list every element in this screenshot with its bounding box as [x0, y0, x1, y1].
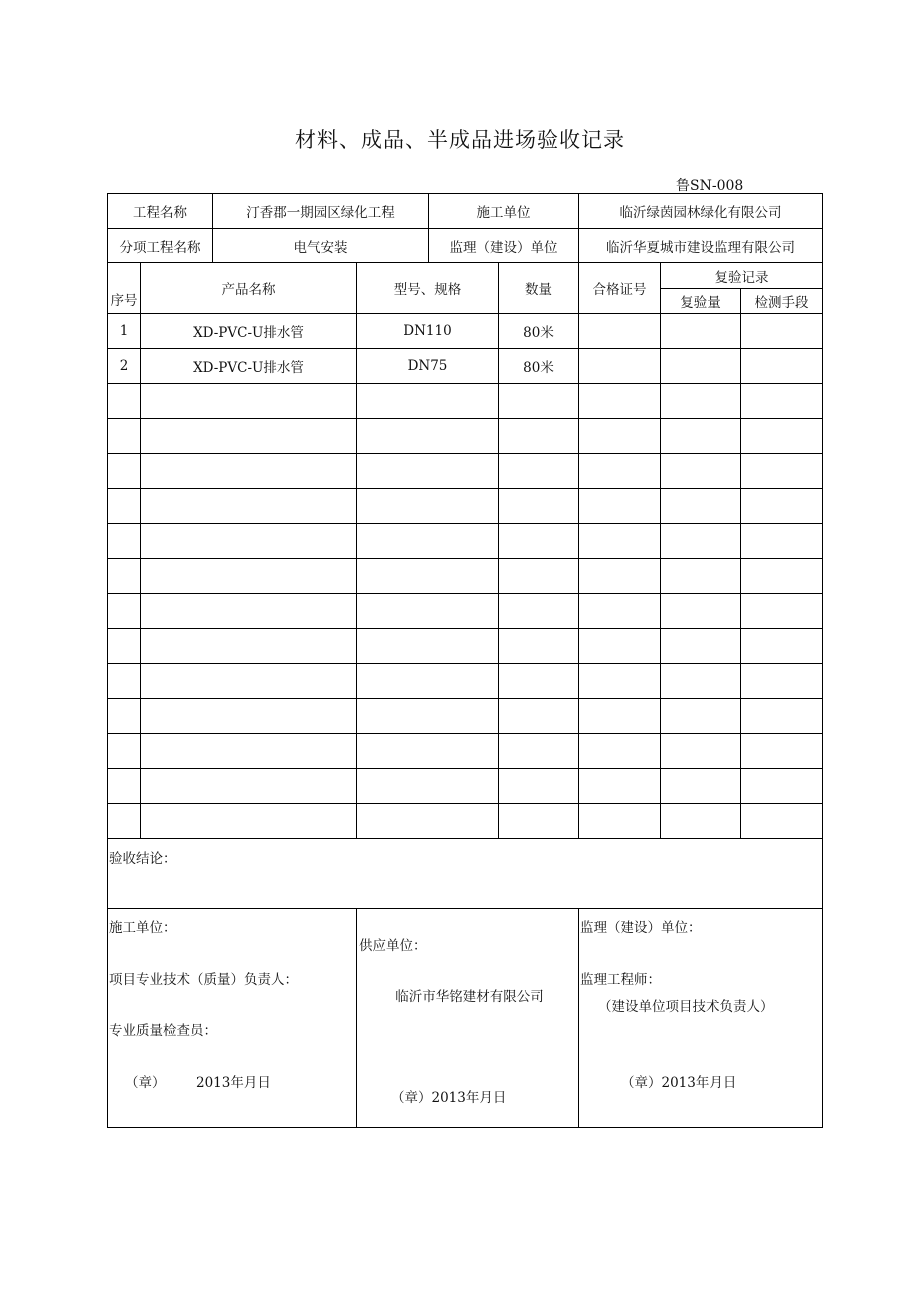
row-product[interactable]	[141, 769, 357, 804]
row-method[interactable]	[741, 804, 823, 839]
row-cert[interactable]	[579, 734, 661, 769]
row-model[interactable]	[357, 664, 499, 699]
inspector-label: 专业质量检查员：	[109, 1023, 217, 1039]
row-cert[interactable]	[579, 594, 661, 629]
row-method[interactable]	[741, 419, 823, 454]
row-qty[interactable]	[499, 804, 579, 839]
row-seq[interactable]	[108, 769, 141, 804]
row-recheck-qty[interactable]	[661, 769, 741, 804]
supervisor-label: 监理（建设）单位	[429, 229, 579, 263]
row-product[interactable]: XD-PVC-U排水管	[141, 349, 357, 384]
sub-project-label: 分项工程名称	[108, 229, 213, 263]
row-seq[interactable]	[108, 384, 141, 419]
row-model[interactable]	[357, 629, 499, 664]
row-qty[interactable]: 80米	[499, 349, 579, 384]
row-qty[interactable]	[499, 664, 579, 699]
table-row	[108, 699, 823, 734]
row-product[interactable]: XD-PVC-U排水管	[141, 314, 357, 349]
row-model[interactable]	[357, 804, 499, 839]
tech-lead-label: 项目专业技术（质量）负责人：	[109, 972, 298, 988]
row-recheck-qty[interactable]	[661, 524, 741, 559]
row-seq[interactable]: 2	[108, 349, 141, 384]
supplier-value: 临沂市华铭建材有限公司	[395, 989, 544, 1005]
row-method[interactable]	[741, 559, 823, 594]
row-model[interactable]	[357, 559, 499, 594]
sub-project-value[interactable]: 电气安装	[213, 229, 429, 263]
col-qty: 数量	[499, 263, 579, 314]
row-qty[interactable]	[499, 419, 579, 454]
row-seq[interactable]	[108, 629, 141, 664]
sign-contractor-label: 施工单位：	[109, 920, 177, 936]
col-recheck-qty: 复验量	[661, 289, 741, 314]
supplier-label: 供应单位：	[359, 938, 427, 954]
table-row	[108, 769, 823, 804]
contractor-seal: （章）	[125, 1075, 166, 1091]
row-method[interactable]	[741, 699, 823, 734]
engineer-note: （建设单位项目技术负责人）	[598, 999, 774, 1015]
row-model[interactable]	[357, 699, 499, 734]
document-code: 鲁SN-008	[676, 178, 744, 194]
row-model[interactable]	[357, 769, 499, 804]
col-recheck: 复验记录	[661, 263, 823, 289]
row-recheck-qty[interactable]	[661, 489, 741, 524]
page-title: 材料、成品、半成品进场验收记录	[295, 128, 625, 152]
row-model[interactable]	[357, 594, 499, 629]
row-method[interactable]	[741, 524, 823, 559]
row-model[interactable]: DN75	[357, 349, 499, 384]
row-seq[interactable]	[108, 419, 141, 454]
table-row	[108, 419, 823, 454]
row-model[interactable]	[357, 384, 499, 419]
table-row	[108, 384, 823, 419]
contractor-date: 2013年月日	[196, 1075, 271, 1091]
row-method[interactable]	[741, 349, 823, 384]
contractor-value[interactable]: 临沂绿茵园林绿化有限公司	[579, 194, 823, 229]
row-recheck-qty[interactable]	[661, 419, 741, 454]
table-row	[108, 804, 823, 839]
row-product[interactable]	[141, 804, 357, 839]
row-recheck-qty[interactable]	[661, 559, 741, 594]
row-product[interactable]	[141, 524, 357, 559]
acceptance-form	[107, 193, 823, 1128]
row-model[interactable]	[357, 524, 499, 559]
project-name-value[interactable]: 汀香郡一期园区绿化工程	[213, 194, 429, 229]
table-row	[108, 664, 823, 699]
row-seq[interactable]	[108, 454, 141, 489]
row-method[interactable]	[741, 664, 823, 699]
row-cert[interactable]	[579, 769, 661, 804]
row-seq[interactable]	[108, 559, 141, 594]
row-cert[interactable]	[579, 454, 661, 489]
row-cert[interactable]	[579, 314, 661, 349]
row-recheck-qty[interactable]	[661, 664, 741, 699]
conclusion-label[interactable]: 验收结论：	[108, 839, 823, 909]
sign-supplier-cell	[357, 909, 579, 1128]
row-cert[interactable]	[579, 384, 661, 419]
row-cert[interactable]	[579, 804, 661, 839]
col-cert: 合格证号	[579, 263, 661, 314]
row-seq[interactable]	[108, 489, 141, 524]
row-product[interactable]	[141, 594, 357, 629]
table-row	[108, 349, 823, 384]
row-method[interactable]	[741, 314, 823, 349]
row-qty[interactable]	[499, 699, 579, 734]
row-model[interactable]	[357, 454, 499, 489]
contractor-label: 施工单位	[429, 194, 579, 229]
row-qty[interactable]	[499, 489, 579, 524]
row-product[interactable]	[141, 699, 357, 734]
row-recheck-qty[interactable]	[661, 804, 741, 839]
row-recheck-qty[interactable]	[661, 314, 741, 349]
supervisor-value[interactable]: 临沂华夏城市建设监理有限公司	[579, 229, 823, 263]
supplier-seal-date: （章）2013年月日	[391, 1090, 507, 1106]
row-product[interactable]	[141, 734, 357, 769]
row-product[interactable]	[141, 454, 357, 489]
row-recheck-qty[interactable]	[661, 699, 741, 734]
row-seq[interactable]: 1	[108, 314, 141, 349]
table-row	[108, 559, 823, 594]
col-product: 产品名称	[141, 263, 357, 314]
table-row	[108, 524, 823, 559]
row-method[interactable]	[741, 384, 823, 419]
row-method[interactable]	[741, 489, 823, 524]
row-cert[interactable]	[579, 419, 661, 454]
table-row	[108, 489, 823, 524]
row-method[interactable]	[741, 734, 823, 769]
row-seq[interactable]	[108, 734, 141, 769]
row-product[interactable]	[141, 419, 357, 454]
supervisor-seal-date: （章）2013年月日	[621, 1075, 737, 1091]
row-qty[interactable]	[499, 629, 579, 664]
row-product[interactable]	[141, 629, 357, 664]
row-method[interactable]	[741, 629, 823, 664]
row-model[interactable]	[357, 734, 499, 769]
row-qty[interactable]	[499, 454, 579, 489]
col-method: 检测手段	[741, 289, 823, 314]
row-cert[interactable]	[579, 524, 661, 559]
row-cert[interactable]	[579, 699, 661, 734]
col-model: 型号、规格	[357, 263, 499, 314]
row-qty[interactable]	[499, 524, 579, 559]
row-cert[interactable]	[579, 629, 661, 664]
row-product[interactable]	[141, 489, 357, 524]
row-method[interactable]	[741, 594, 823, 629]
table-row	[108, 454, 823, 489]
row-product[interactable]	[141, 559, 357, 594]
row-product[interactable]	[141, 384, 357, 419]
row-qty[interactable]	[499, 594, 579, 629]
row-seq[interactable]	[108, 804, 141, 839]
row-method[interactable]	[741, 454, 823, 489]
row-model[interactable]	[357, 489, 499, 524]
row-method[interactable]	[741, 769, 823, 804]
row-qty[interactable]	[499, 769, 579, 804]
table-row	[108, 594, 823, 629]
table-row	[108, 734, 823, 769]
row-model[interactable]	[357, 419, 499, 454]
row-recheck-qty[interactable]	[661, 734, 741, 769]
row-product[interactable]	[141, 664, 357, 699]
row-recheck-qty[interactable]	[661, 454, 741, 489]
row-recheck-qty[interactable]	[661, 349, 741, 384]
row-seq[interactable]	[108, 699, 141, 734]
row-cert[interactable]	[579, 664, 661, 699]
col-seq: 序号	[108, 263, 141, 314]
row-recheck-qty[interactable]	[661, 384, 741, 419]
project-name-label: 工程名称	[108, 194, 213, 229]
row-seq[interactable]	[108, 664, 141, 699]
table-row	[108, 629, 823, 664]
row-qty[interactable]: 80米	[499, 314, 579, 349]
sign-supervisor-label: 监理（建设）单位：	[580, 920, 702, 936]
row-recheck-qty[interactable]	[661, 629, 741, 664]
row-qty[interactable]	[499, 559, 579, 594]
row-cert[interactable]	[579, 349, 661, 384]
engineer-label: 监理工程师：	[580, 972, 661, 988]
row-recheck-qty[interactable]	[661, 594, 741, 629]
row-cert[interactable]	[579, 489, 661, 524]
row-cert[interactable]	[579, 559, 661, 594]
sign-contractor-cell	[108, 909, 357, 1128]
table-row	[108, 314, 823, 349]
row-seq[interactable]	[108, 524, 141, 559]
sign-supervisor-cell	[579, 909, 823, 1128]
row-qty[interactable]	[499, 384, 579, 419]
row-model[interactable]: DN110	[357, 314, 499, 349]
row-seq[interactable]	[108, 594, 141, 629]
row-qty[interactable]	[499, 734, 579, 769]
